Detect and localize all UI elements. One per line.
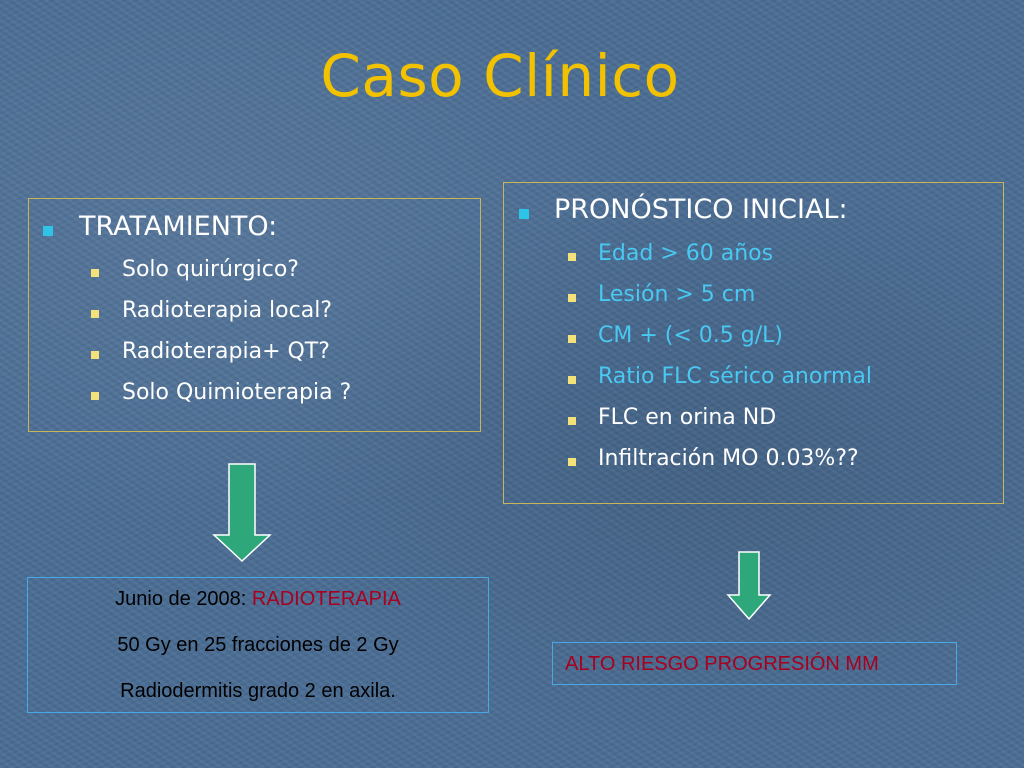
down-arrow-icon <box>212 463 272 563</box>
pronostico-heading: PRONÓSTICO INICIAL: <box>554 194 848 225</box>
pronostico-item: Edad > 60 años <box>598 241 774 266</box>
pronostico-item: CM + (< 0.5 g/L) <box>598 323 783 348</box>
bullet-square-icon <box>568 335 576 343</box>
pronostico-box <box>503 182 1004 504</box>
bullet-square-icon <box>568 458 576 466</box>
bullet-square-icon <box>519 209 529 219</box>
tratamiento-item: Solo Quimioterapia ? <box>122 380 352 405</box>
bullet-square-icon <box>568 376 576 384</box>
tratamiento-item: Radioterapia+ QT? <box>122 339 330 364</box>
resultado-line-2: 50 Gy en 25 fracciones de 2 Gy <box>117 634 399 656</box>
riesgo-label: ALTO RIESGO PROGRESIÓN MM <box>565 653 879 675</box>
tratamiento-item: Solo quirúrgico? <box>122 257 299 282</box>
tratamiento-heading: TRATAMIENTO: <box>79 211 278 242</box>
pronostico-item: Lesión > 5 cm <box>598 282 756 307</box>
tratamiento-item: Radioterapia local? <box>122 298 332 323</box>
pronostico-item: FLC en orina ND <box>598 405 777 430</box>
tratamiento-box <box>28 198 481 432</box>
resultado-box <box>27 577 489 713</box>
resultado-line-3: Radiodermitis grado 2 en axila. <box>120 680 396 702</box>
bullet-square-icon <box>568 253 576 261</box>
bullet-square-icon <box>91 310 99 318</box>
bullet-square-icon <box>91 269 99 277</box>
bullet-square-icon <box>91 351 99 359</box>
bullet-square-icon <box>568 294 576 302</box>
pronostico-item: Ratio FLC sérico anormal <box>598 364 873 389</box>
resultado-date: Junio de 2008: <box>115 588 252 610</box>
resultado-line-1 <box>28 588 488 611</box>
pronostico-item: Infiltración MO 0.03%?? <box>598 446 859 471</box>
bullet-square-icon <box>568 417 576 425</box>
bullet-square-icon <box>43 226 53 236</box>
slide-title: Caso Clínico <box>320 42 680 110</box>
bullet-square-icon <box>91 392 99 400</box>
riesgo-box <box>552 642 957 685</box>
down-arrow-icon <box>726 551 772 621</box>
resultado-treatment: RADIOTERAPIA <box>251 588 401 610</box>
